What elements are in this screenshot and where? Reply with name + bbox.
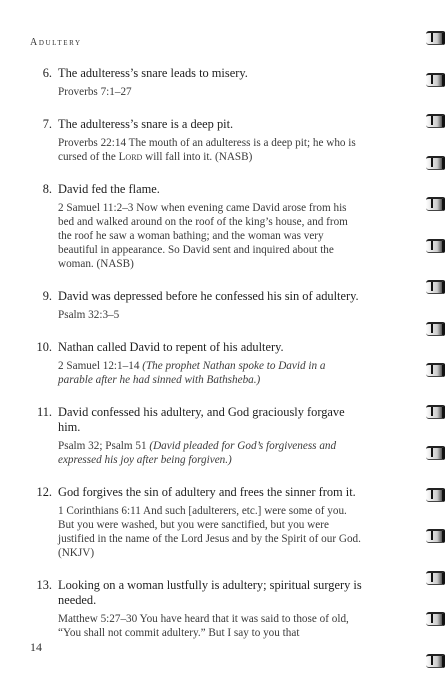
list-item: [30, 289, 363, 322]
list-item: [30, 182, 363, 271]
scripture-reference: Proverbs 22:14: [58, 137, 127, 149]
scripture-text-smallcaps: Lord: [118, 151, 143, 163]
scripture-text: Now when evening came David arose from his bed and walked around on the roof of the king’s house, and from the roof he saw a woman bathing; and the woman was very beautiful in appearance. So David sent and inquired about the woman. (NASB): [58, 202, 348, 270]
scripture-reference: 1 Corinthians 6:11: [58, 505, 141, 517]
scripture-text: And such [adulterers, etc.] were some of you. But you were washed, but you were sanctified, but you were justified in the name of the Lord Jesus and by the Spirit of our God. (NKJV): [58, 505, 361, 559]
binding-ring: [427, 321, 447, 335]
item-number: 9.: [42, 289, 52, 303]
binding-ring: [427, 155, 447, 169]
item-number: 6.: [42, 66, 52, 80]
scripture-entry: [58, 439, 363, 467]
binding-ring: [427, 113, 447, 127]
binding-ring: [427, 570, 447, 584]
scripture-entry: [58, 504, 363, 560]
item-title: David confessed his adultery, and God graciously forgave him.: [58, 405, 345, 434]
scripture-reference: Proverbs 7:1–27: [58, 86, 132, 98]
item-title: The adulteress’s snare leads to misery.: [58, 66, 248, 80]
scripture-entry: [58, 612, 363, 640]
binding-ring: [427, 30, 447, 44]
topic-list: [30, 66, 363, 658]
list-item: [30, 405, 363, 467]
list-item: [30, 340, 363, 387]
scripture-text: You have heard that it was said to those of old, “You shall not commit adultery.” But I say to you that: [58, 613, 349, 639]
binding-ring: [427, 72, 447, 86]
item-number: 11.: [36, 405, 52, 419]
item-title: Looking on a woman lustfully is adultery; spiritual surgery is needed.: [58, 578, 362, 607]
scripture-entry: [58, 308, 363, 322]
scripture-reference: Matthew 5:27–30: [58, 613, 138, 625]
scripture-entry: [58, 201, 363, 271]
scripture-reference: Psalm 32; Psalm 51: [58, 440, 147, 452]
list-item: [30, 578, 363, 640]
item-number: 8.: [42, 182, 52, 196]
scripture-note: (David pleaded for God’s forgiveness and expressed his joy after being forgiven.): [58, 440, 337, 466]
binding-ring: [427, 653, 447, 667]
binding-ring: [427, 196, 447, 210]
scripture-reference: Psalm 32:3–5: [58, 309, 120, 321]
binding-ring: [427, 362, 447, 376]
item-title: The adulteress’s snare is a deep pit.: [58, 117, 234, 131]
scripture-text: will fall into it. (NASB): [142, 151, 253, 163]
item-title: David fed the flame.: [58, 182, 160, 196]
binding-ring: [427, 238, 447, 252]
item-number: 13.: [36, 578, 52, 592]
item-title: David was depressed before he confessed his sin of adultery.: [58, 289, 359, 303]
binding-ring: [427, 404, 447, 418]
binding-ring: [427, 611, 447, 625]
page-number: 14: [30, 640, 42, 654]
scripture-reference: 2 Samuel 12:1–14: [58, 360, 140, 372]
scripture-entry: [58, 85, 363, 99]
binding-ring: [427, 487, 447, 501]
scripture-text: The mouth of an adulteress is a deep pit; he who is cursed of the: [58, 137, 356, 163]
item-number: 12.: [36, 485, 52, 499]
list-item: [30, 66, 363, 99]
scripture-note: (The prophet Nathan spoke to David in a parable after he had sinned with Bathsheba.): [58, 360, 326, 386]
scripture-reference: 2 Samuel 11:2–3: [58, 202, 134, 214]
binding-ring: [427, 445, 447, 459]
list-item: [30, 485, 363, 560]
item-title: Nathan called David to repent of his adultery.: [58, 340, 284, 354]
scripture-entry: [58, 359, 363, 387]
item-title: God forgives the sin of adultery and frees the sinner from it.: [58, 485, 356, 499]
binding-ring: [427, 528, 447, 542]
scripture-entry: [58, 136, 363, 164]
item-number: 10.: [36, 340, 52, 354]
binding-ring: [427, 279, 447, 293]
list-item: [30, 117, 363, 164]
item-number: 7.: [42, 117, 52, 131]
running-head: Adultery: [30, 37, 82, 48]
spiral-binding: [425, 0, 447, 689]
